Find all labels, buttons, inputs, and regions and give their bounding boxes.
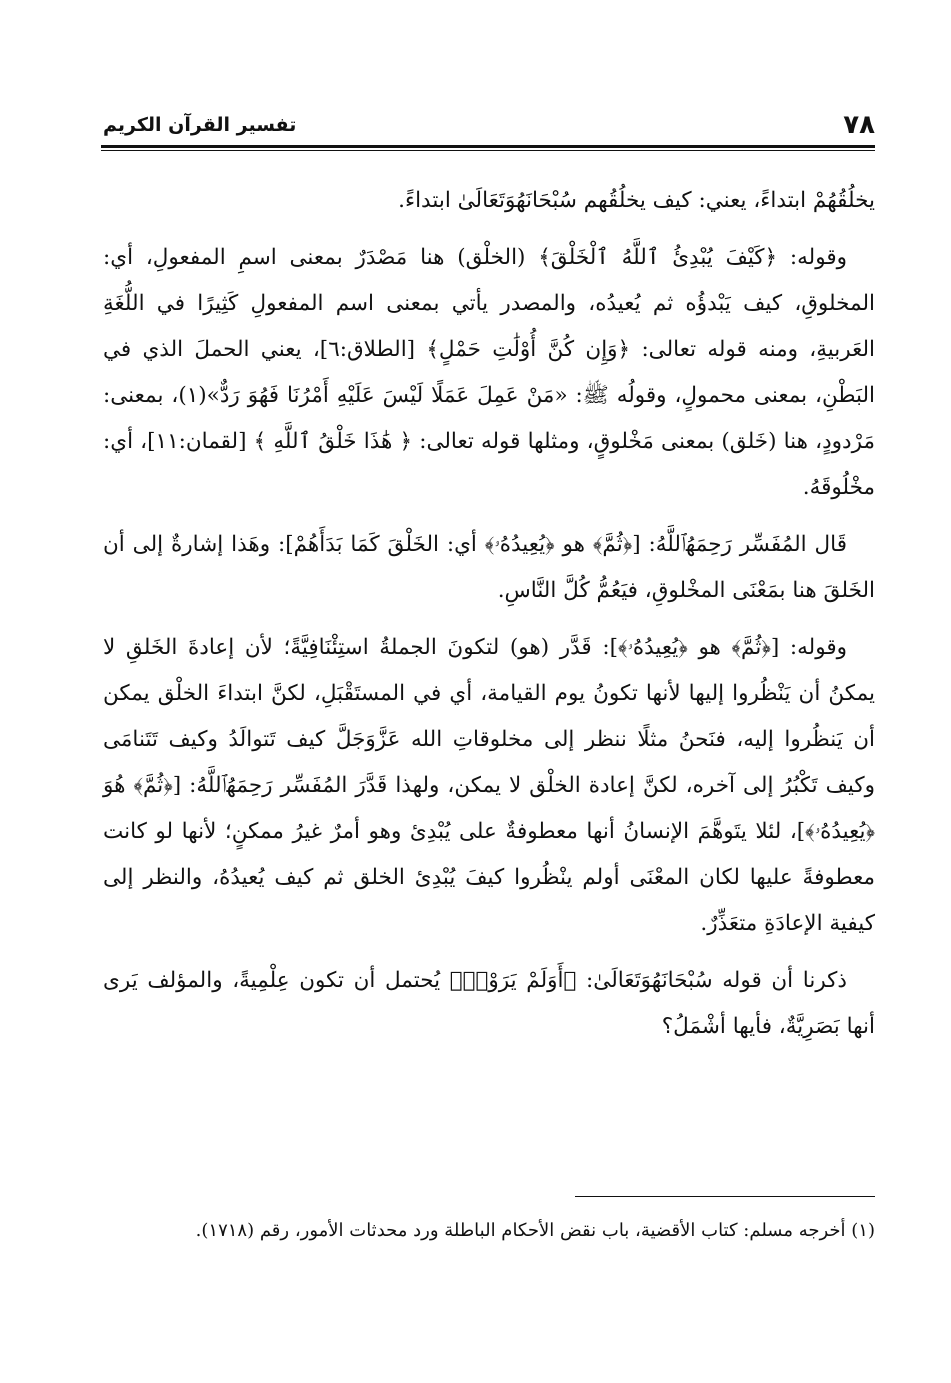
- footnote-rule: [575, 1196, 875, 1197]
- footnote: (١) أخرجه مسلم: كتاب الأقضية، باب نقض الأحكام الباطلة ورد محدثات الأمور، رقم (١٧١٨).: [195, 1220, 875, 1241]
- page-number: ٧٨: [843, 110, 875, 140]
- paragraph-3: قَال المُفَسِّر رَحِمَهُٱللَّهُ: [﴿ثُمَّ﴾ هو ﴿يُعِيدُهُۥ﴾ أي: الخَلْقَ كَمَا بَدَأَهُمْ]: وهَذا إشارةٌ إلى أن الخَلقَ هنا بمَعْنَى المخْلوقِ، فيَعُمُّ كُلَّ النَّاسِ.: [103, 532, 875, 603]
- running-title: تفسير القرآن الكريم: [103, 114, 297, 136]
- paragraph-5: ذكرنا أن قوله سُبْحَانَهُوَتَعَالَىٰ: ﴿أَوَلَمْ يَرَوْا۟﴾ يُحتمل أن تكون عِلْمِيةً، والمؤلف يَرى أنها بَصَرِيَّةٌ، فأيها أشْمَلُ؟: [103, 968, 875, 1039]
- header-rule: [101, 145, 875, 151]
- paragraph-1: يخلُقُهُمْ ابتداءً، يعني: كيف يخلُقُهم سُبْحَانَهُوَتَعَالَىٰ ابتداءً.: [398, 188, 875, 213]
- paragraph-2: وقوله: ﴿كَيْفَ يُبْدِئُ ٱللَّهُ ٱلْخَلْقَ﴾ (الخلْق) هنا مَصْدَرٌ بمعنى اسمِ المفعولِ، أي: المخلوقِ، كيف يَبْدؤُه ثم يُعيدُه، والمصدر يأتي بمعنى اسم المفعولِ كَثِيرًا في اللُّغَةِ العَربيةِ، ومنه قوله تعالى: ﴿وَإِن كُنَّ أُوْلَٰتِ حَمْلٍ﴾ [الطلاق:٦]، يعني الحملَ الذي في البَطْنِ، بمعنى محمولٍ، وقولُه ﷺ: «مَنْ عَمِلَ عَمَلًا لَيْسَ عَلَيْهِ أَمْرُنَا فَهُوَ رَدٌّ»(١)، بمعنى: مَرْدودٍ، هنا (خَلق) بمعنى مَخْلوقٍ، ومثلها قوله تعالى: ﴿ هَٰذَا خَلْقُ ٱللَّهِ ﴾ [لقمان:١١]، أي: مخْلُوقَهُ.: [103, 245, 876, 500]
- page-header: [103, 104, 875, 140]
- main-text: [103, 178, 875, 1061]
- paragraph-4: وقوله: [﴿ثُمَّ﴾ هو ﴿يُعِيدُهُۥ﴾]: قَدَّر (هو) لتكونَ الجملةُ استِئْنَافِيَّةً؛ لأن إعادةَ الخَلقِ لا يمكنُ أن يَنْظُروا إليها لأنها تكونُ يوم القيامة، أي في المستَقْبَلِ، لكنَّ ابتداءَ الخلْق يمكن أن يَنظُروا إليه، فنَحنُ مثلًا ننظر إلى مخلوقاتِ الله عَزَّوَجَلَّ كيف تَتوالَدُ وكيف تَتَنامَى وكيف تَكْبُرُ إلى آخره، لكنَّ إعادة الخلْق لا يمكن، ولهذا قَدَّرَ المُفَسِّر رَحِمَهُٱللَّهُ: [﴿ثُمَّ﴾ هُوَ ﴿يُعِيدُهُۥ﴾]، لئلا يتَوهَّمَ الإنسانُ أنها معطوفةٌ على يُبْدِئ وهو أمرٌ غيرُ ممكنٍ؛ لأنها لو كانت معطوفةً عليها لكان المعْنَى أولم ينْظُروا كيفَ يُبْدِئ الخلق ثم كيف يُعيدُهُ، والنظر إلى كيفية الإعادَةِ متعَذِّرٌ.: [103, 635, 875, 936]
